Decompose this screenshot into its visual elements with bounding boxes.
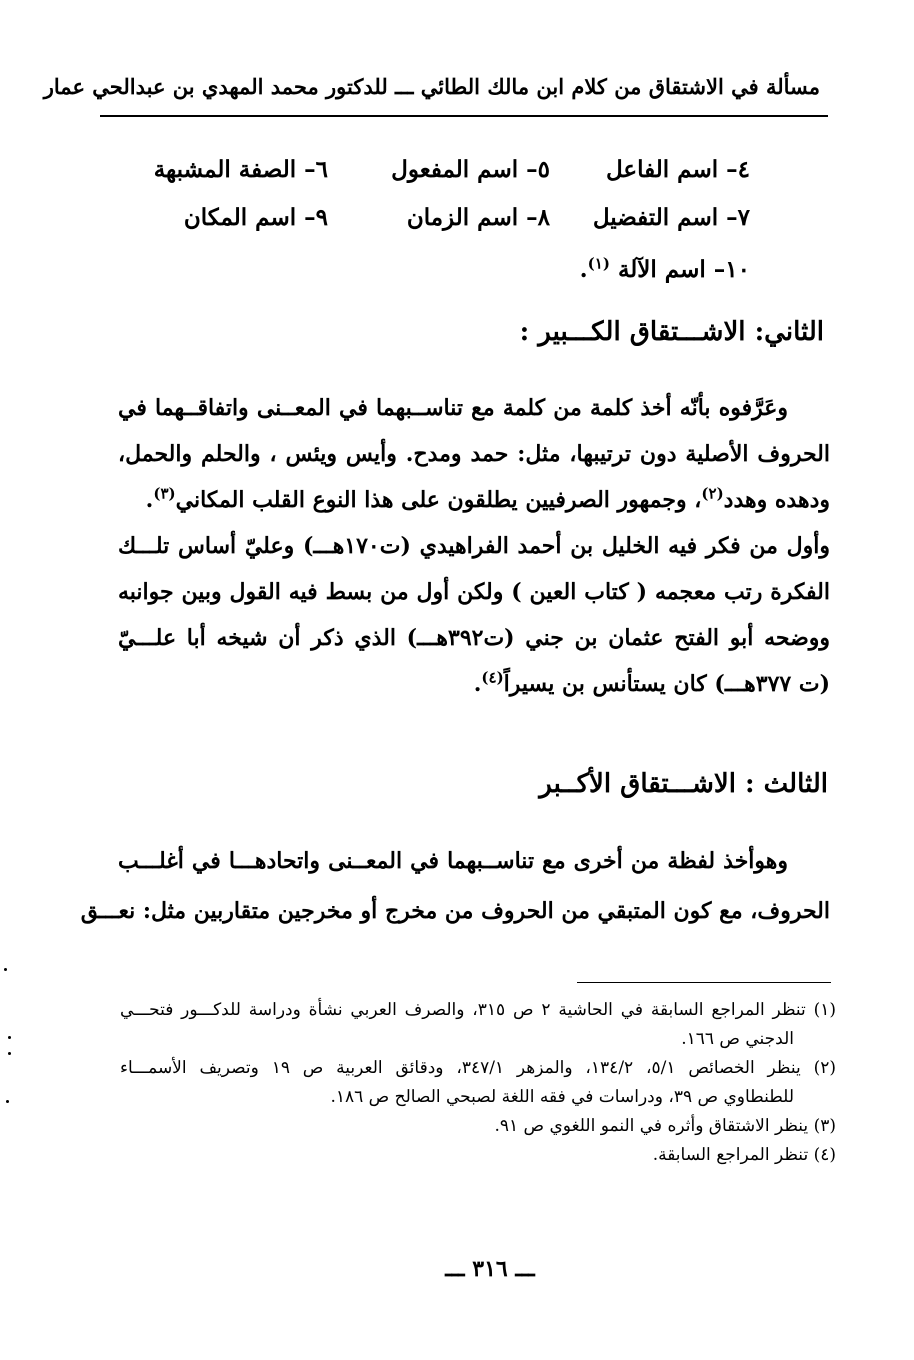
footnote-ref: (٣) bbox=[153, 484, 176, 503]
paragraph-section-three bbox=[80, 836, 830, 936]
footnote-text: الدجني ص ١٦٦. bbox=[681, 1029, 794, 1049]
footnotes bbox=[120, 996, 836, 1170]
footnote-text: تنظر المراجع السابقة. bbox=[652, 1145, 809, 1165]
text-line: وعَرَّفوه بأنّه أخذ كلمة من كلمة مع تناســبهما في المعــنى واتفاقــهما في bbox=[118, 395, 788, 421]
footnote-ref: (٤) bbox=[481, 668, 504, 687]
footnote-text: تنظر المراجع السابقة في الحاشية ٢ ص ٣١٥، والصرف العربي نشأة ودراسة للدكـــور فتحـــي bbox=[120, 1000, 806, 1020]
text-line: الفكرة رتب معجمه ( كتاب العين ) ولكن أول من بسط فيه القول وبين جوانبه bbox=[118, 579, 830, 605]
list-number: ٥ bbox=[537, 156, 550, 183]
text-line: وأول من فكر فيه الخليل بن أحمد الفراهيدي (ت١٧٠هـــ) وعليّ أساس تلـــك bbox=[118, 533, 830, 559]
list-number: ٧ bbox=[737, 204, 750, 231]
footnote-id: (٣) bbox=[813, 1116, 836, 1136]
footnote-1 bbox=[120, 996, 836, 1025]
scan-speck bbox=[8, 1036, 11, 1039]
list-item: ١٠– اسم الآلة $^{(١)}$. bbox=[579, 254, 750, 283]
text-line: الحروف الأصلية دون ترتيبها، مثل: حمد ومدح. وأيس ويئس ، والحلم والحمل، bbox=[118, 441, 830, 467]
list-label: الصفة المشبهة bbox=[153, 156, 297, 183]
footnote-2 bbox=[120, 1054, 836, 1083]
text-line: (ت ٣٧٧هـــ) كان يستأنس بن يسيراً$^{(٤)}$. bbox=[473, 668, 830, 697]
list-row-2 bbox=[160, 198, 760, 238]
paragraph-section-two bbox=[118, 385, 830, 707]
footnote-ref: (٢) bbox=[701, 484, 724, 503]
footnote-id: (٢) bbox=[813, 1058, 837, 1078]
page-number: ـــ ٣١٦ ـــ bbox=[445, 1256, 535, 1282]
scan-speck bbox=[6, 1100, 9, 1103]
footnote-text: ينظر الخصائص ٥/١، ١٣٤/٢، والمزهر ٣٤٧/١، ودقائق العربية ص ١٩ وتصريف الأسمـــاء bbox=[120, 1058, 801, 1078]
list-number: ١٠ bbox=[725, 256, 750, 283]
scan-speck bbox=[4, 968, 7, 971]
list-number: ٤ bbox=[737, 156, 750, 183]
section-heading-three: الثالث : الاشـــتقاق الأكــبر bbox=[539, 769, 828, 799]
footnote-4 bbox=[120, 1141, 836, 1170]
list-label: اسم التفضيل bbox=[592, 204, 719, 231]
footnote-id: (٤) bbox=[813, 1145, 836, 1165]
list-label: اسم المفعول bbox=[391, 156, 519, 183]
footnote-id: (١) bbox=[813, 1000, 836, 1020]
text-fragment: (ت ٣٧٧هـــ) كان يستأنس بن يسيراً bbox=[503, 671, 830, 697]
section-heading-two: الثاني: الاشـــتقاق الكـــبير : bbox=[519, 317, 824, 347]
footnote-text: للطنطاوي ص ٣٩، ودراسات في فقه اللغة لصبحي الصالح ص ١٨٦. bbox=[330, 1087, 794, 1107]
list-label: اسم الفاعل bbox=[605, 156, 719, 183]
text-fragment: ودهده وهدد bbox=[723, 487, 830, 513]
list-number: ٦ bbox=[315, 156, 328, 183]
footnote-text: ينظر الاشتقاق وأثره في النمو اللغوي ص ٩١. bbox=[494, 1116, 809, 1136]
list-item: ٩– اسم المكان bbox=[183, 204, 328, 231]
list-item: ٥– اسم المفعول bbox=[391, 156, 550, 183]
list-label: اسم الآلة bbox=[617, 256, 706, 283]
list-item: ٤– اسم الفاعل bbox=[605, 156, 750, 183]
footnote-3 bbox=[120, 1112, 836, 1141]
text-line: ودهده وهدد$^{(٢)}$، وجمهور الصرفيين يطلقون على هذا النوع القلب المكاني$^{(٣)}$. bbox=[145, 484, 830, 513]
list-number: ٩ bbox=[315, 204, 328, 231]
text-line: ووضحه أبو الفتح عثمان بن جني (ت٣٩٢هـــ) الذي ذكر أن شيخه أبا علـــيّ bbox=[118, 625, 830, 651]
text-line: وهوأخذ لفظة من أخرى مع تناســبهما في المعــنى واتحادهـــا في أغلـــب bbox=[118, 848, 788, 874]
list-label: اسم المكان bbox=[183, 204, 297, 231]
footnote-rule bbox=[577, 982, 831, 983]
running-head: مسألة في الاشتقاق من كلام ابن مالك الطائي ـــ للدكتور محمد المهدي بن عبدالحي عمار bbox=[43, 74, 820, 99]
header-rule bbox=[100, 115, 828, 117]
scan-speck bbox=[8, 1052, 11, 1055]
list-row-1 bbox=[153, 150, 760, 190]
list-number: ٨ bbox=[537, 204, 550, 231]
text-line: الحروف، مع كون المتبقي من الحروف من مخرج أو مخرجين متقاربين مثل: نعـــق bbox=[80, 898, 830, 924]
list-item: ٧– اسم التفضيل bbox=[592, 204, 750, 231]
list-row-3 bbox=[160, 250, 760, 290]
text-fragment: ، وجمهور الصرفيين يطلقون على هذا النوع القلب المكاني bbox=[175, 487, 702, 513]
list-item: ٦– الصفة المشبهة bbox=[153, 156, 328, 183]
footnote-ref: (١) bbox=[587, 254, 610, 273]
list-label: اسم الزمان bbox=[406, 204, 519, 231]
list-item: ٨– اسم الزمان bbox=[406, 204, 550, 231]
